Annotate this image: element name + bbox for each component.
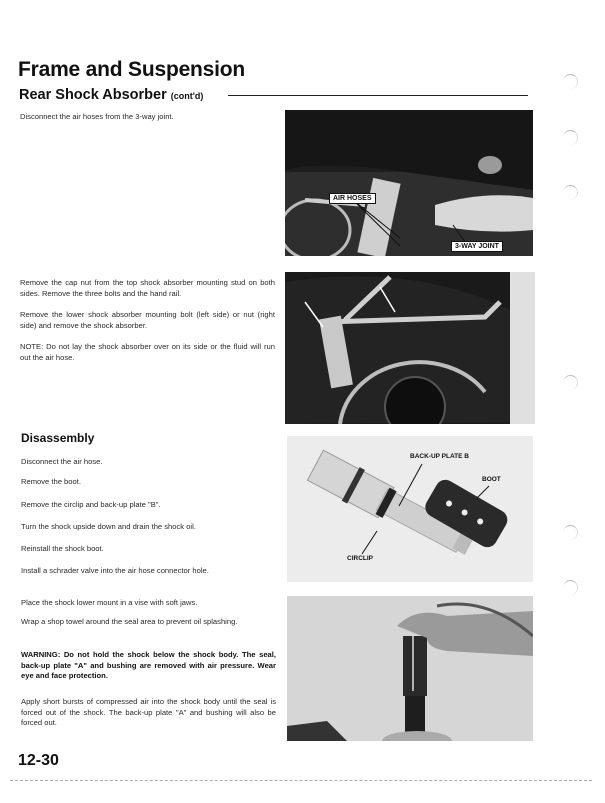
step-shop-towel: Wrap a shop towel around the seal area to prevent oil splashing. bbox=[21, 617, 238, 626]
binder-hole-mark bbox=[563, 185, 578, 200]
disassembly-step: Install a schrader valve into the air hose connector hole. bbox=[21, 566, 209, 575]
binder-hole-mark bbox=[563, 525, 578, 540]
binder-hole-mark bbox=[563, 130, 578, 145]
label-back-up-plate-b: BACK-UP PLATE B bbox=[410, 453, 469, 460]
disassembly-step: Turn the shock upside down and drain the shock oil. bbox=[21, 522, 196, 531]
disassembly-heading: Disassembly bbox=[21, 431, 95, 445]
page-number: 12-30 bbox=[18, 752, 59, 769]
note-do-not-lay: NOTE: Do not lay the shock absorber over on its side or the fluid will run out the air hose. bbox=[20, 342, 275, 362]
photo-illustration bbox=[285, 272, 535, 424]
binder-hole-mark bbox=[563, 74, 578, 89]
binder-hole-mark bbox=[563, 580, 578, 595]
figure-compressed-air-photo bbox=[287, 596, 533, 741]
footer-rule bbox=[10, 780, 592, 781]
step-remove-cap-nut: Remove the cap nut from the top shock absorber mounting stud on both sides. Remove the three bolts and the hand rail. bbox=[20, 278, 275, 298]
step-remove-lower-bolt: Remove the lower shock absorber mounting bolt (left side) or nut (right side) and remove the shock absorber. bbox=[20, 310, 275, 330]
label-circlip: CIRCLIP bbox=[347, 555, 373, 562]
figure-air-hoses-photo bbox=[285, 110, 533, 256]
photo-illustration bbox=[285, 110, 533, 256]
label-air-hoses: AIR HOSES bbox=[329, 193, 376, 204]
step-compressed-air: Apply short bursts of compressed air into the shock body until the seal is forced out of the shock. The back-up plate "A" and bushing will also be forced out. bbox=[21, 697, 276, 727]
figure-shock-mounting-photo bbox=[285, 272, 535, 424]
section-name: Rear Shock Absorber bbox=[19, 87, 167, 103]
section-suffix: (cont'd) bbox=[170, 91, 204, 101]
label-3-way-joint: 3-WAY JOINT bbox=[451, 241, 503, 252]
section-title bbox=[19, 87, 203, 103]
photo-illustration bbox=[287, 596, 533, 741]
binder-hole-mark bbox=[563, 375, 578, 390]
step-disconnect-air-hoses: Disconnect the air hoses from the 3-way joint. bbox=[20, 112, 174, 121]
disassembly-step: Remove the boot. bbox=[21, 477, 81, 486]
disassembly-step: Remove the circlip and back-up plate "B". bbox=[21, 500, 161, 509]
disassembly-step: Reinstall the shock boot. bbox=[21, 544, 104, 553]
step-vise: Place the shock lower mount in a vise with soft jaws. bbox=[21, 598, 198, 607]
disassembly-step: Disconnect the air hose. bbox=[21, 457, 103, 466]
page-title: Frame and Suspension bbox=[18, 58, 246, 81]
warning-text: WARNING: Do not hold the shock below the shock body. The seal, back-up plate "A" and bushing are removed with air pressure. Wear eye and face protection. bbox=[21, 650, 276, 680]
figure-shock-parts-photo bbox=[287, 436, 533, 582]
label-boot: BOOT bbox=[482, 476, 501, 483]
section-rule bbox=[228, 95, 528, 96]
